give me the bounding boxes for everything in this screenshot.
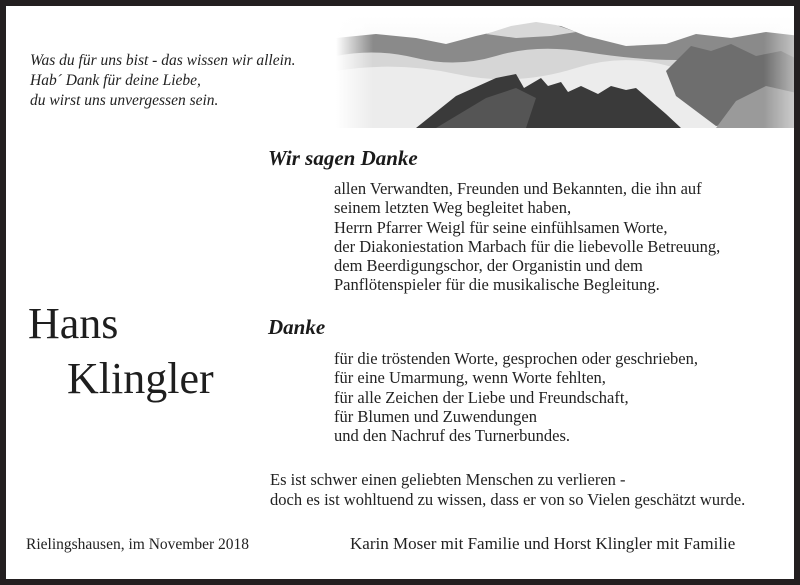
danke-line: und den Nachruf des Turnerbundes.: [334, 426, 571, 446]
poem-line: Was du für uns bist - das wissen wir allein.: [30, 52, 296, 69]
poem-line: du wirst uns unvergessen sein.: [30, 92, 219, 109]
deceased-first-name: Hans: [28, 299, 119, 348]
mountain-landscape-photo: [336, 16, 794, 128]
thanks-line: seinem letzten Weg begleitet haben,: [334, 198, 572, 218]
poem: [30, 51, 296, 111]
closing-line: Es ist schwer einen geliebten Menschen zu verlieren -: [270, 470, 626, 489]
obituary-notice: [6, 6, 794, 579]
closing-text: [270, 470, 745, 509]
signers: Karin Moser mit Familie und Horst Klingler mit Familie: [350, 534, 736, 553]
place-date: Rielingshausen, im November 2018: [26, 536, 249, 553]
section-heading-danke: Danke: [268, 315, 326, 339]
thanks-list: [334, 179, 720, 295]
thanks-line: der Diakoniestation Marbach für die liebevolle Betreuung,: [334, 236, 721, 256]
closing-line: doch es ist wohltuend zu wissen, dass er von so Vielen geschätzt wurde.: [270, 489, 746, 509]
deceased-last-name: Klingler: [67, 354, 214, 403]
thanks-line: Panflötenspieler für die musikalische Begleitung.: [334, 275, 660, 295]
danke-line: für die tröstenden Worte, gesprochen oder geschrieben,: [334, 349, 698, 368]
danke-line: für Blumen und Zuwendungen: [334, 406, 538, 426]
danke-line: für alle Zeichen der Liebe und Freundschaft,: [334, 387, 629, 407]
danke-list: [334, 349, 698, 445]
thanks-line: Herrn Pfarrer Weigl für seine einfühlsamen Worte,: [334, 217, 668, 237]
section-heading-thanks: Wir sagen Danke: [268, 146, 418, 170]
thanks-line: allen Verwandten, Freunden und Bekannten, die ihn auf: [334, 179, 702, 198]
danke-line: für eine Umarmung, wenn Worte fehlten,: [334, 368, 606, 388]
thanks-line: dem Beerdigungschor, der Organistin und dem: [334, 256, 643, 276]
poem-line: Hab´ Dank für deine Liebe,: [30, 72, 201, 89]
